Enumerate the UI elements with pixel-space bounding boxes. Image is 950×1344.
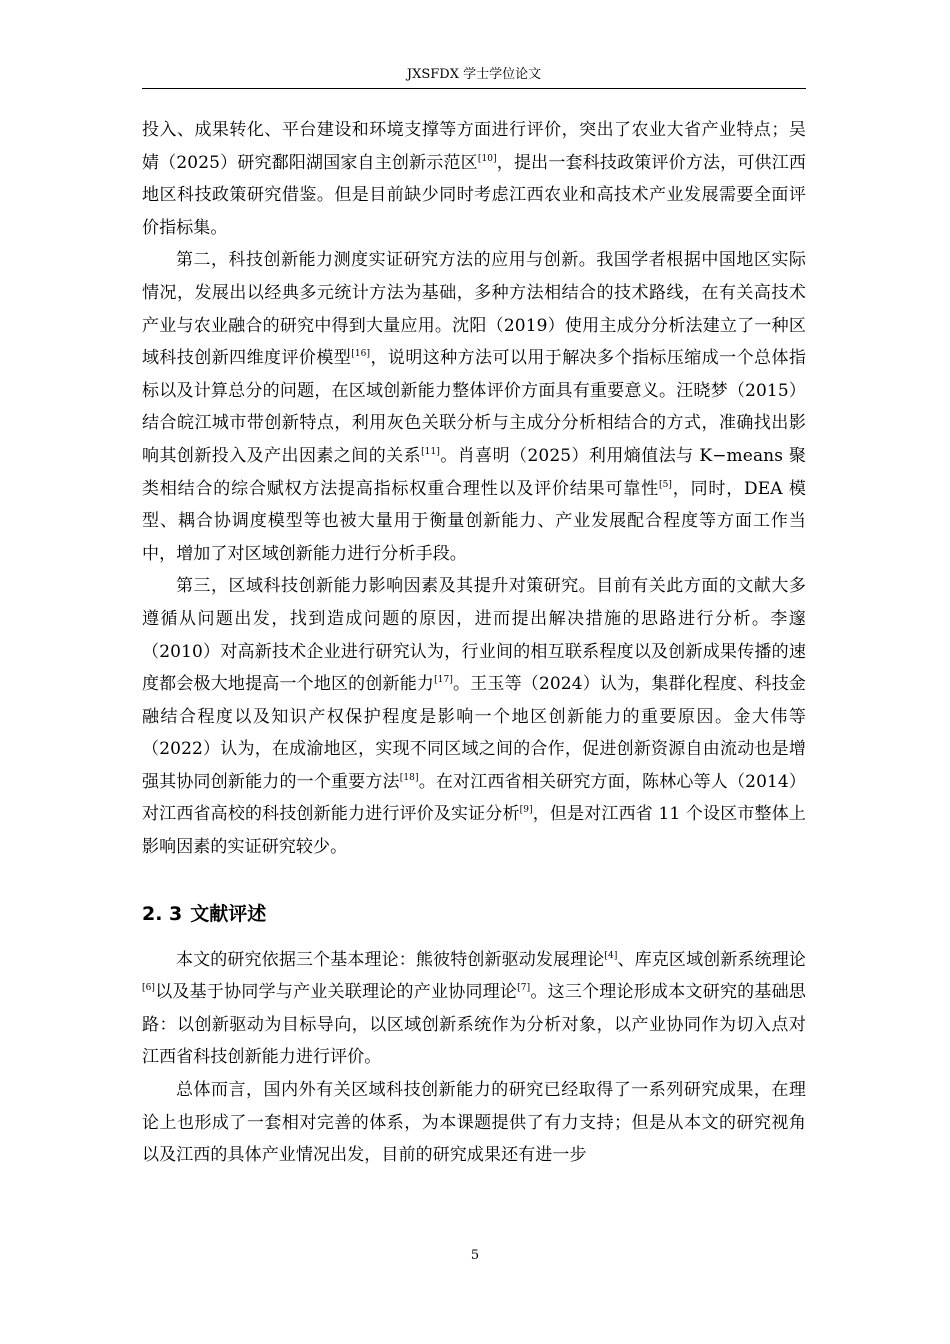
citation-ref: [11] — [421, 446, 440, 457]
section-title: 文献评述 — [190, 902, 267, 925]
paragraph-text: ，同时，DEA 模型、耦合协调度模型等也被大量用于衡量创新能力、产业发展配合程度等方面工作当中，增加了对区域创新能力进行分析手段。 — [142, 478, 806, 564]
paragraph-text: 。肖喜明（2025）利用熵值法与 K−means 聚类相结合的综合赋权方法提高指标权重合理性以及评价结果可靠性 — [142, 445, 806, 499]
citation-ref: [17] — [434, 675, 453, 686]
paragraph-third — [142, 570, 806, 863]
citation-ref: [7] — [517, 983, 531, 994]
paragraph-text: 。在对江西省相关研究方面，陈林心等人（2014）对江西省高校的科技创新能力进行评价及实证分析 — [142, 771, 806, 825]
paragraph-second — [142, 244, 806, 570]
page-header: JXSFDX 学士学位论文 — [406, 67, 542, 82]
paragraph-text: ，提出一套科技政策评价方法，可供江西地区科技政策研究借鉴。但是目前缺少同时考虑江西农业和高技术产业发展需要全面评价指标集。 — [142, 152, 806, 238]
paragraph-text: 、库克区域创新系统理论 — [617, 949, 806, 970]
paragraph-text: ，说明这种方法可以用于解决多个指标压缩成一个总体指标以及计算总分的问题，在区域创新能力整体评价方面具有重要意义。汪晓梦（2015）结合皖江城市带创新特点，利用灰色关联分析与主成分分析相结合的方式，准确找出影响其创新投入及产出因素之间的关系 — [142, 348, 807, 466]
citation-ref: [10] — [477, 153, 497, 164]
section-heading — [142, 894, 806, 934]
page-body — [142, 114, 806, 1172]
header-rule — [142, 88, 806, 89]
paragraph-text: 。这三个理论形成本文研究的基础思路：以创新驱动为目标导向，以区域创新系统作为分析对象，以产业协同作为切入点对江西省科技创新能力进行评价。 — [142, 982, 806, 1068]
paragraph-summary — [142, 1074, 806, 1172]
citation-ref: [9] — [519, 805, 533, 816]
paragraph-text: 本文的研究依据三个基本理论：熊彼特创新驱动发展理论 — [176, 949, 605, 970]
paragraph-theory — [142, 944, 806, 1074]
paragraph-text: 。王玉等（2024）认为，集群化程度、科技金融结合程度以及知识产权保护程度是影响一个地区创新能力的重要原因。金大伟等（2022）认为，在成渝地区，实现不同区域之间的合作，促进创新资源自由流动也是增强其协同创新能力的一个重要方法 — [142, 674, 806, 792]
paragraph-text: ，但是对江西省 11 个设区市整体上影响因素的实证研究较少。 — [142, 804, 806, 858]
section-number: 2. 3 — [142, 902, 183, 925]
citation-ref: [16] — [351, 349, 371, 360]
paragraph-text: 投入、成果转化、平台建设和环境支撑等方面进行评价，突出了农业大省产业特点；吴婧（2025）研究鄱阳湖国家自主创新示范区 — [142, 120, 806, 173]
citation-ref: [5] — [658, 479, 673, 490]
paragraph-text: 以及基于协同学与产业关联理论的产业协同理论 — [155, 982, 518, 1003]
citation-ref: [18] — [399, 772, 419, 783]
paragraph-text: 第二，科技创新能力测度实证研究方法的应用与创新。我国学者根据中国地区实际情况，发展出以经典多元统计方法为基础，多种方法相结合的技术路线，在有关高技术产业与农业融合的研究中得到大量应用。沈阳（2019）使用主成分分析法建立了一种区域科技创新四维度评价模型 — [142, 250, 806, 369]
paragraph-text: 第三，区域科技创新能力影响因素及其提升对策研究。目前有关此方面的文献大多遵循从问题出发，找到造成问题的原因，进而提出解决措施的思路进行分析。李邃（2010）对高新技术企业进行研究认为，行业间的相互联系程度以及创新成果传播的速度都会极大地提高一个地区的创新能力 — [142, 576, 806, 695]
citation-ref: [4] — [604, 950, 618, 961]
paragraph-text: 总体而言，国内外有关区域科技创新能力的研究已经取得了一系列研究成果，在理论上也形成了一套相对完善的体系，为本课题提供了有力支持；但是从本文的研究视角以及江西的具体产业情况出发，目前的研究成果还有进一步 — [142, 1080, 806, 1166]
paragraph-continued — [142, 114, 806, 244]
citation-ref: [6] — [142, 983, 156, 994]
page-number: 5 — [470, 1248, 480, 1263]
